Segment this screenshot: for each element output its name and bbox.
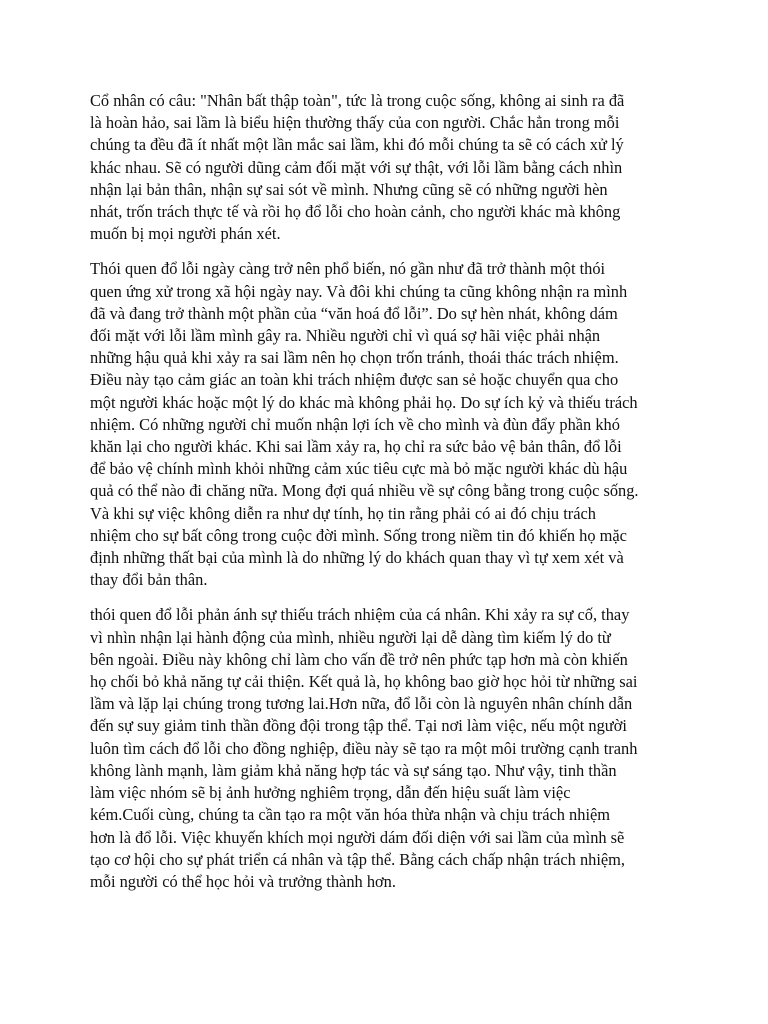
- paragraph-2: Thói quen đổ lỗi ngày càng trở nên phổ biến, nó gần như đã trở thành một thói quen ứng xử trong xã hội ngày nay. Và đôi khi chúng ta cũng không nhận ra mình đã và đang trở thành một phần của “văn hoá đổ lỗi”. Do sự hèn nhát, không dám đối mặt với lỗi lầm mình gây ra. Nhiều người chỉ vì quá sợ hãi việc phải nhận những hậu quả khi xảy ra sai lầm nên họ chọn trốn tránh, thoái thác trách nhiệm. Điều này tạo cảm giác an toàn khi trách nhiệm được san sẻ hoặc chuyển qua cho một người khác hoặc một lý do khác mà không phải họ. Do sự ích kỷ và thiếu trách nhiệm. Có những người chỉ muốn nhận lợi ích về cho mình và đùn đẩy phần khó khăn lại cho người khác. Khi sai lầm xảy ra, họ chỉ ra sức bảo vệ bản thân, đổ lỗi để bảo vệ chính mình khỏi những cảm xúc tiêu cực mà bỏ mặc người khác dù hậu quả có thể nào đi chăng nữa. Mong đợi quá nhiều về sự công bằng trong cuộc sống. Và khi sự việc không diễn ra như dự tính, họ tin rằng phải có ai đó chịu trách nhiệm cho sự bất công trong cuộc đời mình. Sống trong niềm tin đó khiến họ mặc định những thất bại của mình là do những lý do khách quan thay vì tự xem xét và thay đổi bản thân.: [90, 259, 639, 590]
- paragraph-1: Cổ nhân có câu: "Nhân bất thập toàn", tức là trong cuộc sống, không ai sinh ra đã là hoàn hảo, sai lầm là biểu hiện thường thấy của con người. Chắc hẳn trong mỗi chúng ta đều đã ít nhất một lần mắc sai lầm, khi đó mỗi chúng ta sẽ có cách xử lý khác nhau. Sẽ có người dũng cảm đối mặt với sự thật, với lỗi lầm bằng cách nhìn nhận lại bản thân, nhận sự sai sót về mình. Nhưng cũng sẽ có những người hèn nhát, trốn trách thực tế và rồi họ đổ lỗi cho hoàn cảnh, cho người khác mà không muốn bị mọi người phán xét.: [90, 91, 625, 244]
- document-page: [90, 90, 688, 906]
- paragraph-3: thói quen đổ lỗi phản ánh sự thiếu trách nhiệm của cá nhân. Khi xảy ra sự cố, thay vì nhìn nhận lại hành động của mình, nhiều người lại dễ dàng tìm kiếm lý do từ bên ngoài. Điều này không chỉ làm cho vấn đề trở nên phức tạp hơn mà còn khiến họ chối bỏ khả năng tự cải thiện. Kết quả là, họ không bao giờ học hỏi từ những sai lầm và lặp lại chúng trong tương lai.Hơn nữa, đổ lỗi còn là nguyên nhân chính dẫn đến sự suy giảm tinh thần đồng đội trong tập thể. Tại nơi làm việc, nếu một người luôn tìm cách đổ lỗi cho đồng nghiệp, điều này sẽ tạo ra một môi trường cạnh tranh không lành mạnh, làm giảm khả năng hợp tác và sự sáng tạo. Như vậy, tinh thần làm việc nhóm sẽ bị ảnh hưởng nghiêm trọng, dẫn đến hiệu suất làm việc kém.Cuối cùng, chúng ta cần tạo ra một văn hóa thừa nhận và chịu trách nhiệm hơn là đổ lỗi. Việc khuyến khích mọi người dám đối diện với sai lầm của mình sẽ tạo cơ hội cho sự phát triển cá nhân và tập thể. Bằng cách chấp nhận trách nhiệm, mỗi người có thể học hỏi và trưởng thành hơn.: [90, 605, 638, 891]
